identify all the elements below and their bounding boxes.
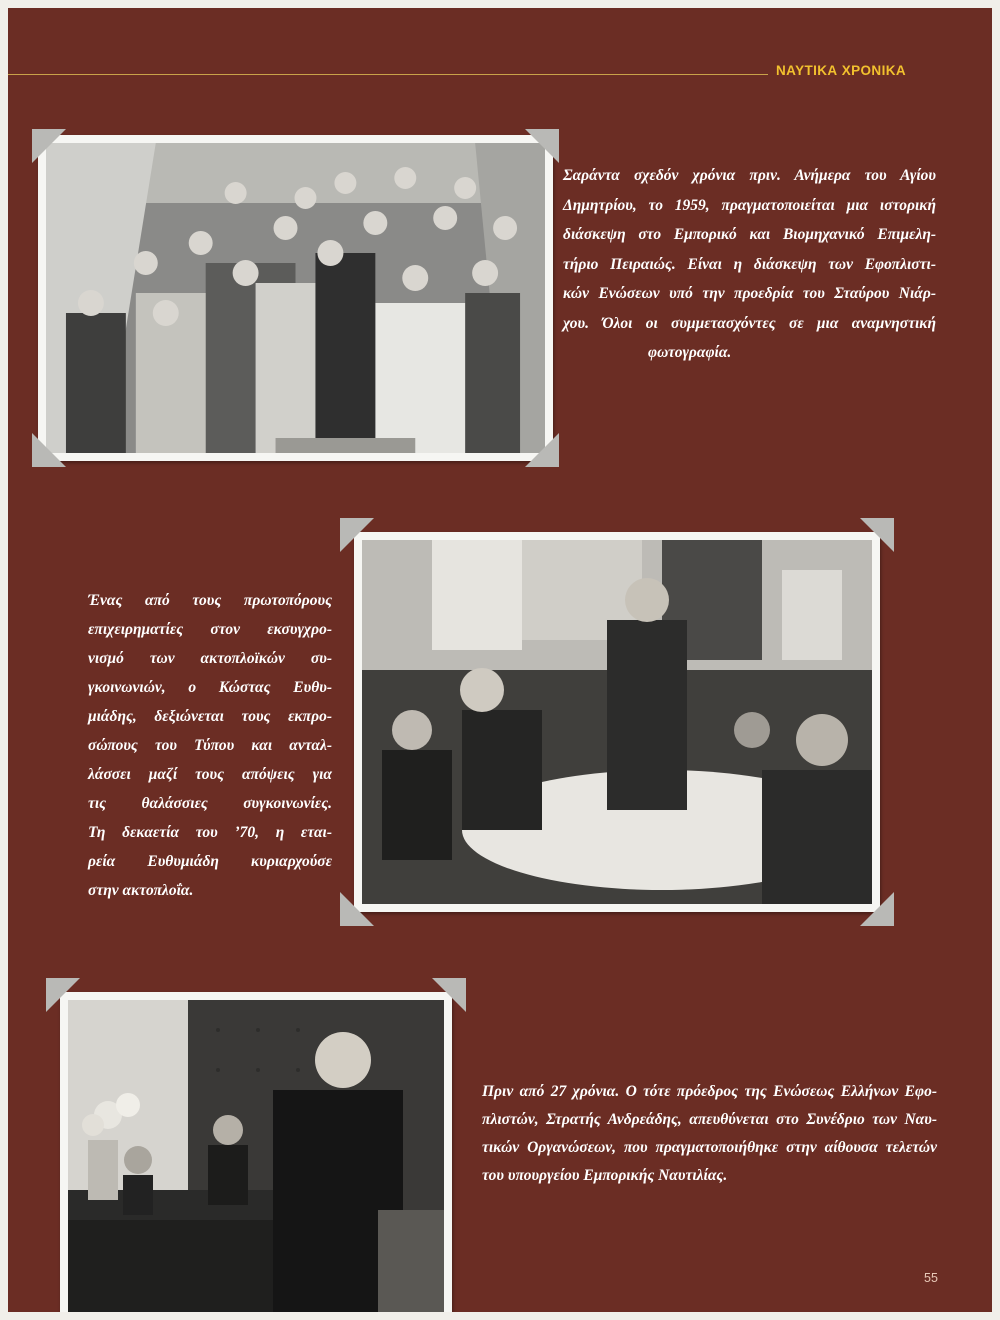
caption-line: γκοινωνιών, ο Κώστας Ευθυ- — [88, 679, 332, 696]
section-title: ΝΑΥΤΙΚΑ ΧΡΟΝΙΚΑ — [776, 63, 907, 78]
caption-line: φωτογραφία. — [648, 344, 732, 361]
caption-line: λάσσει μαζί τους απόψεις για — [88, 766, 332, 783]
photo-dinner-speech-image — [362, 540, 872, 904]
caption-line: Ένας από τους πρωτοπόρους — [88, 592, 332, 609]
caption-dinner-speech — [88, 586, 332, 905]
photo-dinner-speech — [354, 532, 880, 912]
caption-line: Δημητρίου, το 1959, πραγματοποιείται μια ιστορική — [563, 196, 936, 214]
caption-line: τικών Οργανώσεων, που πραγματοποιήθηκε στην αίθουσα τελετών — [482, 1139, 937, 1156]
caption-line: σώπους του Τύπου και ανταλ- — [88, 737, 332, 754]
caption-line: κών Ενώσεων υπό την προεδρία του Σταύρου Νιάρ- — [563, 285, 936, 302]
magazine-page — [8, 8, 992, 1312]
caption-line: νισμό των ακτοπλοϊκών συ- — [88, 650, 332, 667]
caption-line: τις θαλάσσιες συγκοινωνίες. — [88, 795, 332, 812]
group-photo-illustration — [46, 143, 545, 453]
caption-line: πλιστών, Στρατής Ανδρεάδης, απευθύνεται στο Συνέδριο των Ναυ- — [482, 1111, 937, 1128]
caption-group-photo — [563, 161, 936, 368]
caption-line: τήριο Πειραιώς. Είναι η διάσκεψη των Εφοπλιστι- — [563, 255, 936, 273]
dinner-photo-illustration — [362, 540, 872, 904]
caption-line: του υπουργείου Εμπορικής Ναυτιλίας. — [482, 1167, 728, 1184]
page-number: 55 — [924, 1271, 938, 1285]
caption-podium-speech — [482, 1078, 937, 1190]
photo-group-1959-image — [46, 143, 545, 453]
caption-line: Σαράντα σχεδόν χρόνια πριν. Ανήμερα του Αγίου — [563, 167, 936, 184]
caption-line: ρεία Ευθυμιάδη κυριαρχούσε — [88, 853, 332, 870]
caption-line: διάσκεψη στο Εμπορικό και Βιομηχανικό Επιμελη- — [563, 226, 936, 243]
photo-podium-speech-image — [68, 1000, 444, 1312]
photo-podium-speech — [60, 992, 452, 1312]
caption-line: μιάδης, δεξιώνεται τους εκπρο- — [88, 708, 332, 725]
caption-line: Πριν από 27 χρόνια. Ο τότε πρόεδρος της Ενώσεως Ελλήνων Εφο- — [482, 1083, 937, 1100]
caption-line: Τη δεκαετία του ’70, η εται- — [88, 824, 332, 841]
photo-group-1959 — [38, 135, 553, 461]
caption-line: επιχειρηματίες στον εκσυγχρο- — [88, 621, 332, 638]
caption-line: χου. Όλοι οι συμμετασχόντες σε μια αναμνηστική — [563, 314, 936, 332]
podium-photo-illustration — [68, 1000, 444, 1312]
header-rule — [8, 74, 768, 75]
caption-line: στην ακτοπλοΐα. — [88, 882, 194, 899]
